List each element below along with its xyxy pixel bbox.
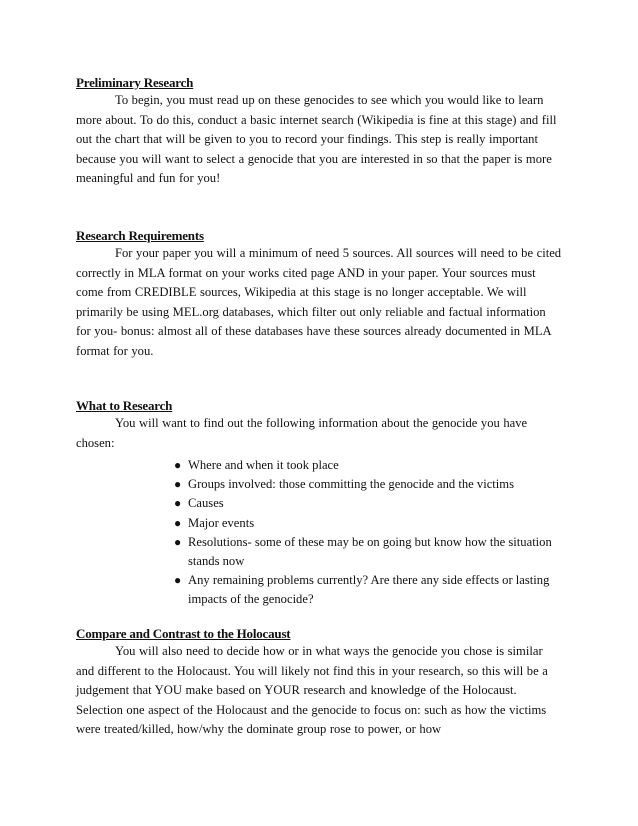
section-heading: Compare and Contrast to the Holocaust xyxy=(76,626,291,641)
bullet-icon: ● xyxy=(174,496,182,511)
section-what-to-research xyxy=(76,397,562,610)
list-item: ● Groups involved: those committing the genocide and the victims xyxy=(76,475,562,494)
section-paragraph: You will want to find out the following information about the genocide you have chosen: xyxy=(76,416,528,450)
section-compare-contrast xyxy=(76,625,562,740)
section-research-requirements xyxy=(76,227,562,361)
list-item: ● Major events xyxy=(76,514,562,533)
section-paragraph: To begin, you must read up on these genocides to see which you would like to learn more about. To do this, conduct a basic internet search (Wikipedia is fine at this stage) and fill out the chart that will be given to you to record your findings. This step is really important because you will want to select a genocide that you are interested in so that the paper is more meaningful and fun for you! xyxy=(76,93,557,185)
bullet-icon: ● xyxy=(174,534,182,549)
bullet-icon: ● xyxy=(174,573,182,588)
section-heading: What to Research xyxy=(76,398,173,413)
list-item: ● Causes xyxy=(76,494,562,513)
list-item: ● Where and when it took place xyxy=(76,456,562,475)
section-heading: Preliminary Research xyxy=(76,75,194,90)
section-preliminary-research xyxy=(76,74,562,189)
section-paragraph: You will also need to decide how or in what ways the genocide you chose is similar and different to the Holocaust. You will likely not find this in your research, so this will be a judgement that YOU make based on YOUR research and knowledge of the Holocaust. Selection one aspect of the Holocaust and the genocide to focus on: such as how the victims were treated/killed, how/why the dominate group rose to power, or how xyxy=(76,644,548,736)
list-item: ● Any remaining problems currently? Are there any side effects or lasting impacts of the genocide? xyxy=(174,573,550,607)
section-paragraph: For your paper you will a minimum of need 5 sources. All sources will need to be cited correctly in MLA format on your works cited page AND in your paper. Your sources must come from CREDIBLE sources, Wikipedia at this stage is no longer acceptable. We will primarily be using MEL.org databases, which filter out only reliable and factual information for you- bonus: almost all of these databases have these sources already documented in MLA format for you. xyxy=(76,246,562,358)
bullet-icon: ● xyxy=(174,477,182,492)
bullet-icon: ● xyxy=(174,458,182,472)
research-topics-list xyxy=(76,456,562,610)
list-item: ● Resolutions- some of these may be on going but know how the situation stands now xyxy=(174,534,552,569)
section-heading: Research Requirements xyxy=(76,228,204,243)
bullet-icon: ● xyxy=(174,515,182,530)
